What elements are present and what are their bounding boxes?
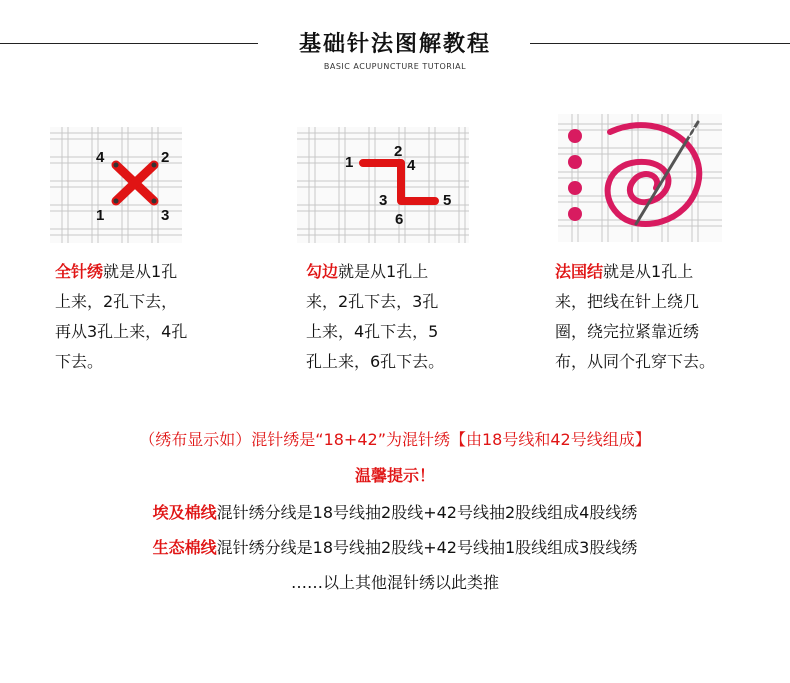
french-knot-description <box>555 257 775 377</box>
egyptian-cotton-text: 混针绣分线是18号线抽2股线+42号线抽2股线组成4股线绣 <box>216 503 638 522</box>
cross-label-3: 3 <box>161 207 170 224</box>
desc-line: 下去。 <box>55 352 104 371</box>
eco-cotton-label: 生态棉线 <box>152 538 217 557</box>
cross-stitch-description <box>55 257 245 377</box>
backstitch-label-1: 1 <box>345 154 354 171</box>
backstitch-label-3: 3 <box>379 192 388 209</box>
desc-line: 来，把线在针上绕几 <box>555 292 700 311</box>
backstitch-description <box>306 257 506 377</box>
page-title: 基础针法图解教程 <box>298 32 491 57</box>
page-subtitle: BASIC ACUPUNCTURE TUTORIAL <box>323 62 467 71</box>
cross-stitch-name: 全针绣 <box>55 262 104 281</box>
desc-line: 布，从同个孔穿下去。 <box>555 352 716 371</box>
cross-label-4: 4 <box>96 149 105 166</box>
backstitch-name: 勾边 <box>306 262 339 281</box>
header-rule-right <box>530 43 790 44</box>
cross-label-1: 1 <box>96 207 105 224</box>
weave-grid <box>50 127 182 243</box>
tip-heading: 温馨提示！ <box>354 466 435 485</box>
desc-line: 上来，2孔下去， <box>55 292 178 311</box>
eco-cotton-text: 混针绣分线是18号线抽2股线+42号线抽1股线组成3股线绣 <box>216 538 638 557</box>
desc-line: 来，2孔下去，3孔 <box>306 292 439 311</box>
backstitch-label-2: 2 <box>394 143 403 160</box>
desc-line: 再从3孔上来，4孔 <box>55 322 188 341</box>
desc-line: 圈，绕完拉紧靠近绣 <box>555 322 700 341</box>
desc-line: 就是从1孔 <box>103 262 178 281</box>
egyptian-cotton-label: 埃及棉线 <box>152 503 217 522</box>
backstitch-diagram <box>297 127 469 243</box>
backstitch-label-6: 6 <box>395 211 404 228</box>
closing-line: ……以上其他混针绣以此类推 <box>290 573 499 592</box>
backstitch-label-4: 4 <box>407 157 416 174</box>
backstitch-label-5: 5 <box>443 192 452 209</box>
french-knot-name: 法国结 <box>555 262 604 281</box>
cross-stitch-diagram <box>50 127 182 243</box>
cross-label-2: 2 <box>161 149 170 166</box>
desc-line: 就是从1孔上 <box>603 262 694 281</box>
desc-line: 孔上来，6孔下去。 <box>306 352 445 371</box>
mixed-stitch-note: （绣布显示如）混针绣是“18+42”为混针绣【由18号线和42号线组成】 <box>139 430 651 449</box>
desc-line: 就是从1孔上 <box>338 262 429 281</box>
eco-cotton-line <box>0 535 790 558</box>
egyptian-cotton-line <box>0 500 790 523</box>
french-knot-diagram <box>558 114 722 242</box>
desc-line: 上来，4孔下去，5 <box>306 322 439 341</box>
